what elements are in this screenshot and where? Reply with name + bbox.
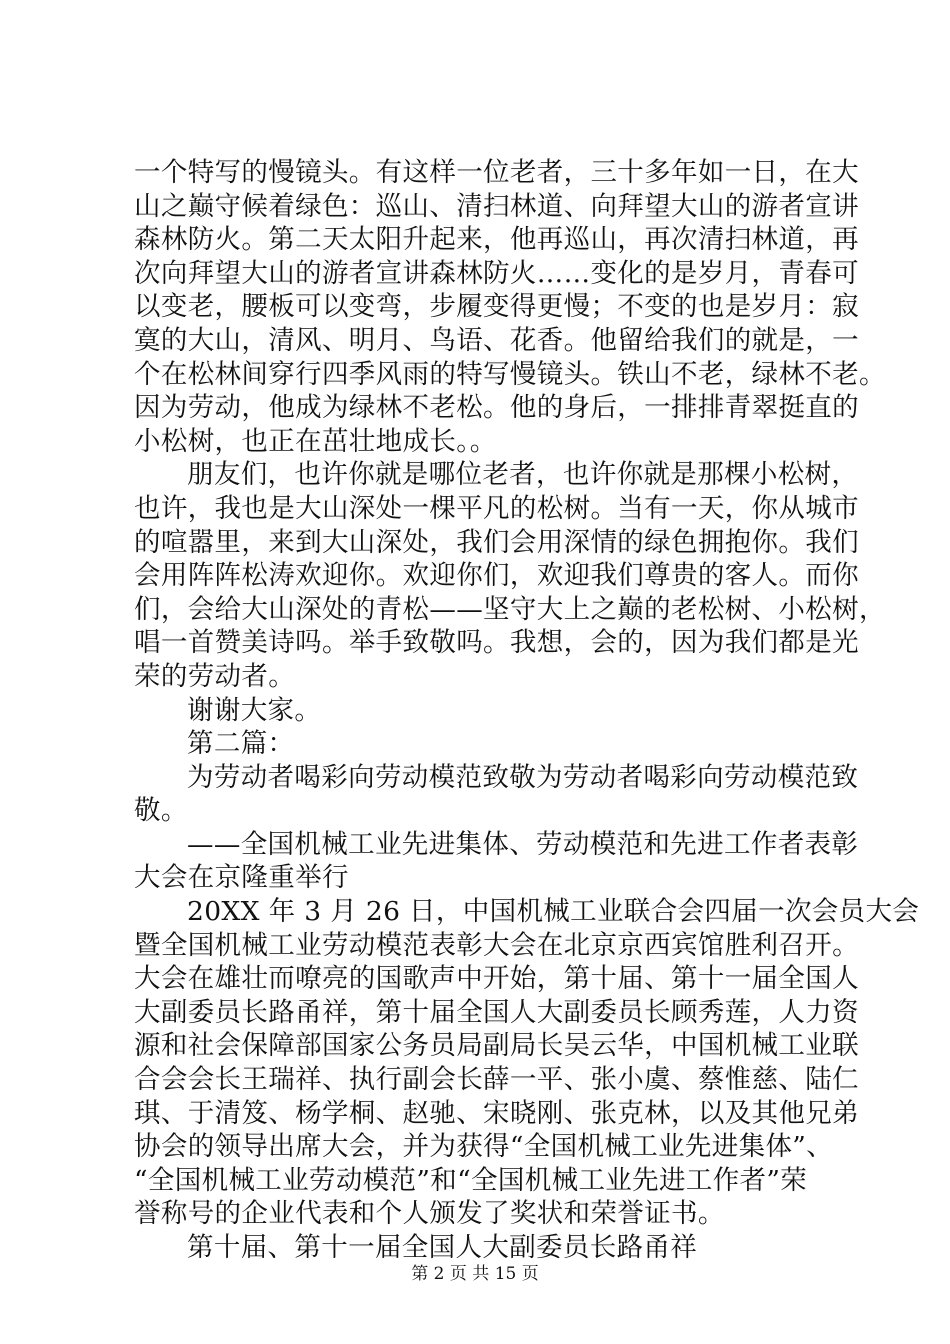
text-line: 协会的领导出席大会，并为获得“全国机械工业先进集体”、 xyxy=(134,1131,834,1163)
text-line: “全国机械工业劳动模范”和“全国机械工业先进工作者”荣 xyxy=(134,1164,808,1196)
text-line: 大副委员长路甬祥，第十届全国人大副委员长顾秀莲，人力资 xyxy=(134,996,859,1028)
page-footer: 第 2 页 共 15 页 xyxy=(411,1264,539,1284)
text-line: 们，会给大山深处的青松——坚守大上之巅的老松树、小松树， xyxy=(134,593,886,625)
text-line: 山之巅守候着绿色：巡山、清扫林道、向拜望大山的游者宣讲 xyxy=(134,190,859,222)
text-line: ——全国机械工业先进集体、劳动模范和先进工作者表彰 xyxy=(187,828,859,860)
text-line: 源和社会保障部国家公务员局副局长吴云华，中国机械工业联 xyxy=(134,1030,859,1062)
text-line: 以变老，腰板可以变弯，步履变得更慢；不变的也是岁月：寂 xyxy=(134,291,859,323)
text-line: 个在松林间穿行四季风雨的特写慢镜头。铁山不老，绿林不老。 xyxy=(134,358,886,390)
text-line: 敬。 xyxy=(134,795,188,827)
text-line: 合会会长王瑞祥、执行副会长薛一平、张小虞、蔡惟慈、陆仁 xyxy=(134,1064,859,1096)
text-line: 大会在雄壮而嘹亮的国歌声中开始，第十届、第十一届全国人 xyxy=(134,963,859,995)
text-line: 次向拜望大山的游者宣讲森林防火……变化的是岁月，青春可 xyxy=(134,257,859,289)
text-line: 唱一首赞美诗吗。举手致敬吗。我想，会的，因为我们都是光 xyxy=(134,627,859,659)
text-line: 的喧嚣里，来到大山深处，我们会用深情的绿色拥抱你。我们 xyxy=(134,526,859,558)
document-body xyxy=(134,156,920,1265)
text-line: 琪、于清笈、杨学桐、赵驰、宋晓刚、张克林，以及其他兄弟 xyxy=(134,1097,859,1129)
text-line: 森林防火。第二天太阳升起来，他再巡山，再次清扫林道，再 xyxy=(134,224,859,256)
text-line: 寞的大山，清风、明月、鸟语、花香。他留给我们的就是，一 xyxy=(134,324,859,356)
text-line: 也许，我也是大山深处一棵平凡的松树。当有一天，你从城市 xyxy=(134,492,859,524)
text-line: 誉称号的企业代表和个人颁发了奖状和荣誉证书。 xyxy=(134,1198,725,1230)
text-line: 为劳动者喝彩向劳动模范致敬为劳动者喝彩向劳动模范致 xyxy=(187,761,859,793)
text-line: 荣的劳动者。 xyxy=(134,660,296,692)
text-line: 第十届、第十一届全国人大副委员长路甬祥 xyxy=(187,1232,698,1263)
text-line: 朋友们，也许你就是哪位老者，也许你就是那棵小松树， xyxy=(187,459,859,491)
text-line: 暨全国机械工业劳动模范表彰大会在北京京西宾馆胜利召开。 xyxy=(134,929,859,961)
text-line: 小松树，也正在茁壮地成长。。 xyxy=(134,425,497,457)
text-line: 大会在京隆重举行 xyxy=(134,862,349,894)
text-line: 20XX 年 3 月 26 日，中国机械工业联合会四届一次会员大会 xyxy=(187,896,920,928)
text-line: 第二篇： xyxy=(187,728,295,760)
text-line: 谢谢大家。 xyxy=(187,694,322,726)
text-line: 会用阵阵松涛欢迎你。欢迎你们，欢迎我们尊贵的客人。而你 xyxy=(134,560,859,592)
text-line: 一个特写的慢镜头。有这样一位老者，三十多年如一日，在大 xyxy=(134,157,859,188)
text-line: 因为劳动，他成为绿林不老松。他的身后，一排排青翠挺直的 xyxy=(134,392,859,424)
